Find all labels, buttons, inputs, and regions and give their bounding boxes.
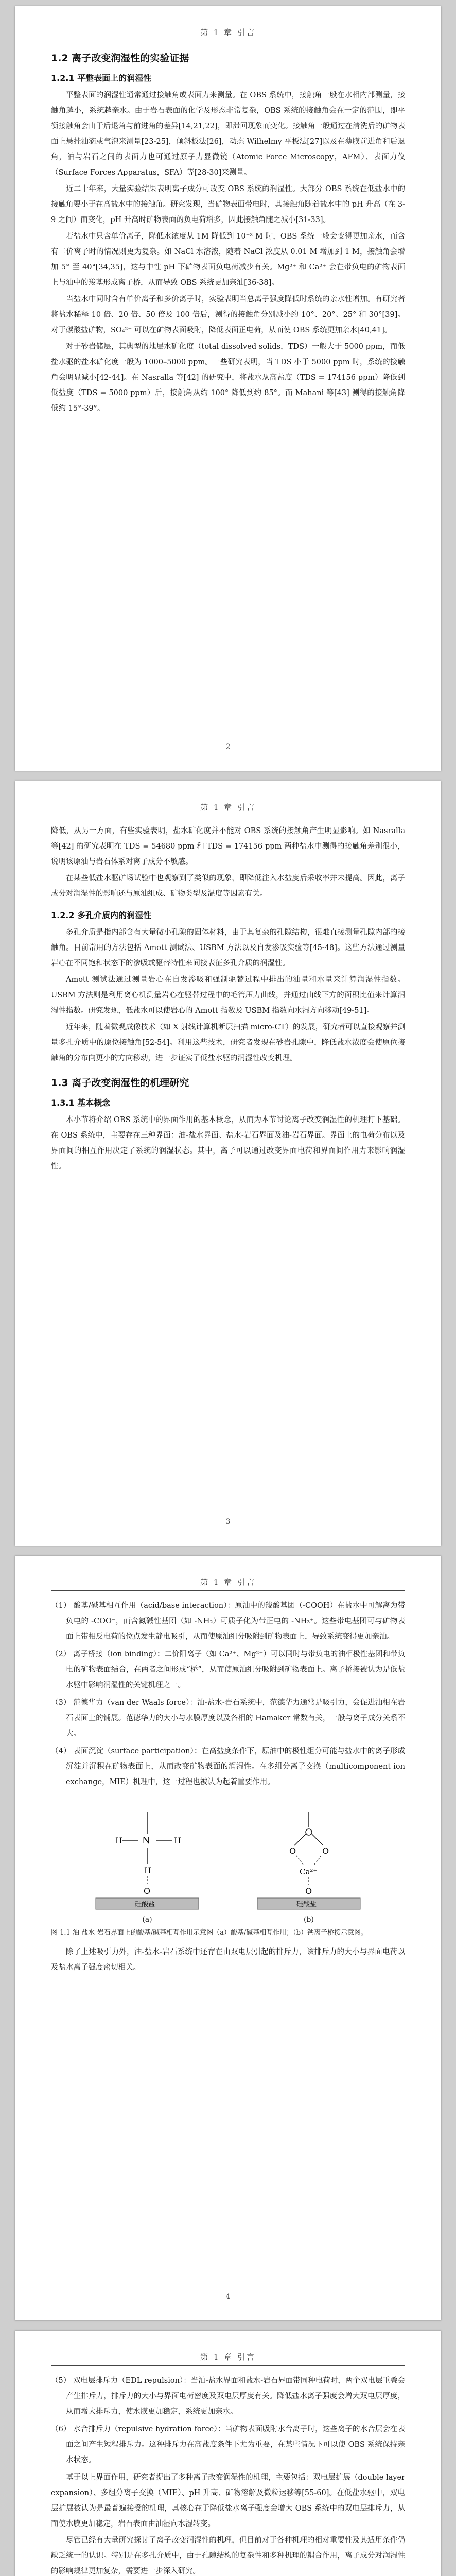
- list-item: （3） 范德华力（van der Waals force）：油-盐水-岩石系统中，范德华力通常是吸引力，会促进油相在岩石表面上的铺展。范德华力的大小与水膜厚度以及各相的 Hamaker 常数有关，一般与离子成分关系不大。: [51, 1699, 405, 1738]
- document-page: [15, 1556, 441, 2320]
- figure-label-b: (b): [304, 1916, 314, 1924]
- nitrogen-label: N: [142, 1835, 150, 1846]
- oxygen-label: O: [144, 1886, 151, 1896]
- figure: [66, 1795, 390, 1924]
- running-head: 第 1 章 引言: [51, 1577, 405, 1591]
- oxygen-label: O: [289, 1846, 296, 1856]
- paragraph: 多孔介质是指内部含有大量微小孔隙的固体材料，由于其复杂的孔隙结构，很难直接测量孔隙内部的接触角。目前常用的方法包括 Amott 测试法、USBM 方法以及自发渗吸实验等[45-48]。这些方法通过测量岩心在不同饱和状态下的渗吸或驱替特性来间接表征多孔介质的润湿性。: [51, 928, 405, 968]
- running-head: 第 1 章 引言: [51, 2351, 405, 2366]
- paragraph: 对于砂岩储层，其典型的地层水矿化度（total dissolved solids，TDS）一般大于 5000 ppm，而低盐水驱的盐水矿化度一般为 1000–5000 ppm。一些研究表明，当 TDS 小于 5000 ppm 时，系统的接触角会明显减小[42-44]。在 Nasralla 等[42] 的研究中，将盐水从高盐度（TDS = 174156 ppm）降低到低盐度（TDS = 5000 ppm）后，接触角从约 100° 降低到约 85°。而 Mahani 等[43] 测得的接触角降低约 15°-39°。: [51, 343, 405, 413]
- paragraph: 近年来，随着微观成像技术（如 X 射线计算机断层扫描 micro-CT）的发展，研究者可以直接观察并测量多孔介质中的原位接触角[52-54]。利用这些技术，研究者发现在砂岩孔隙中，降低盐水浓度会使原位接触角的分布向更小的方向移动，进一步证实了低盐水驱的润湿性改变机理。: [51, 1023, 405, 1062]
- paragraph: 尽管已经有大量研究探讨了离子改变润湿性的机理，但目前对于各种机理的相对重要性及其适用条件仍缺乏统一的认识。特别是在多孔介质中，由于孔隙结构的复杂性和多种机理的耦合作用，离子成分对润湿性的影响规律更加复杂，需要进一步深入研究。: [51, 2536, 405, 2575]
- page-number: 4: [225, 2293, 231, 2301]
- page-number: 3: [225, 1518, 231, 1526]
- list-item: （5） 双电层排斥力（EDL repulsion）：当油-盐水界面和盐水-岩石界面带同种电荷时，两个双电层重叠会产生排斥力，排斥力的大小与界面电荷密度及双电层厚度有关。降低盐水离子强度会增大双电层厚度，从而增大排斥力，使水膜更加稳定，系统更加亲水。: [51, 2377, 405, 2416]
- paragraph: 在某些低盐水驱矿场试验中也观察到了类似的现象，即降低注入水盐度后采收率并未提高。因此，离子成分对润湿性的影响还与原油组成、矿物类型及温度等因素有关。: [51, 874, 405, 898]
- section-heading: 1.2 离子改变润湿性的实验证据: [51, 53, 189, 64]
- paragraph: 当盐水中同时含有单价离子和多价离子时，实验表明当总离子强度降低时系统的亲水性增加。有研究者将盐水稀释 10 倍、20 倍、50 倍及 100 倍后，测得的接触角分别减小约 10°、20°、25° 和 30°[39]。对于碳酸盐矿物，SO₄²⁻ 可以在矿物表面吸附，降低表面正电荷，从而使 OBS 系统更加亲水[40,41]。: [51, 295, 405, 334]
- hydrogen-label: H: [144, 1866, 151, 1875]
- list-item: （2） 离子桥接（ion binding）：二价阳离子（如 Ca²⁺、Mg²⁺）可以同时与带负电的油相极性基团和带负电的矿物表面结合，在两者之间形成“桥”，从而使原油组分吸附到矿物表面上。离子桥接被认为是低盐水驱中影响润湿性的关键机理之一。: [51, 1650, 405, 1689]
- figure-panel-a: [91, 1802, 204, 1924]
- paragraph: 本小节将介绍 OBS 系统中的界面作用的基本概念，从而为本节讨论离子改变润湿性的机理打下基础。在 OBS 系统中，主要存在三种界面：油-盐水界面、盐水-岩石界面及油-岩石界面。界面上的电荷分布以及界面间的相互作用决定了系统的润湿状态。其中，离子可以通过改变界面电荷和界面间作用力来影响润湿性。: [51, 1116, 405, 1171]
- calcium-label: Ca²⁺: [300, 1867, 318, 1876]
- clay-label: 硅酸盐: [135, 1901, 155, 1908]
- hydrogen-label: H: [115, 1836, 122, 1845]
- paragraph: 平整表面的润湿性通常通过接触角或表面力来测量。在 OBS 系统中，接触角一般在水相内部测量，接触角越小，系统越亲水。由于岩石表面的化学及形态非常复杂，OBS 系统的接触角会在一定的范围，即平衡接触角会由于后退角与前进角的差异[14,21,22]，即滞回现象而变化。接触角一般通过在清洗后的矿物表面上悬挂油滴或气泡来测量[23-25]，倾斜板法[26]，动态 Wilhelmy 平板法[27]以及在薄膜前进角和后退角，油与岩石之间的表面力也可通过原子力显微镜（Atomic Force Microscopy，AFM）、表面力仪（Surface Forces Apparatus，SFA）等[28-30]来测量。: [51, 91, 405, 177]
- document-page: [15, 6, 441, 771]
- subsection-heading: 1.3.1 基本概念: [51, 1098, 111, 1108]
- clay-label: 硅酸盐: [296, 1901, 317, 1908]
- paragraph: 除了上述吸引力外，油-盐水-岩石系统中还存在由双电层引起的排斥力，该排斥力的大小与界面电荷以及盐水离子强度密切相关。: [51, 1948, 405, 1972]
- page-number: 2: [225, 743, 231, 751]
- figure-panel-b: [252, 1802, 365, 1924]
- paragraph: 基于以上界面作用，研究者提出了多种离子改变润湿性的机理，主要包括：双电层扩展（double layer expansion）、多组分离子交换（MIE）、pH 升高、矿物溶解及微粒运移等[55-60]。在低盐水驱中，双电层扩展被认为是最普遍接受的机理，其核心在于降低盐水离子强度会增大 OBS 系统中的双电层排斥力，从而使水膜更加稳定，岩石表面由油湿向水湿转变。: [51, 2473, 405, 2528]
- list-item: （1） 酸基/碱基相互作用（acid/base interaction）：原油中的羧酸基团（-COOH）在盐水中可解离为带负电的 -COO⁻，而含氮碱性基团（如 -NH₂）可质子化为带正电的 -NH₃⁺。这些带电基团可与矿物表面上带相反电荷的位点发生静电吸引，从而使原油组分吸附到矿物表面上，导致系统变得更加亲油。: [51, 1602, 405, 1641]
- subsection-heading: 1.2.1 平整表面上的润湿性: [51, 73, 152, 83]
- cation-bridge-diagram: [252, 1802, 365, 1916]
- running-head: 第 1 章 引言: [51, 27, 405, 41]
- hydrogen-label: H: [174, 1836, 181, 1845]
- paragraph: 降低，从另一方面，有些实验表明，盐水矿化度并不能对 OBS 系统的接触角产生明显影响。如 Nasralla 等[42] 的研究表明在 TDS = 54680 ppm 和 TDS = 174156 ppm 两种盐水中测得的接触角差别很小，说明该原油与岩石体系对离子成分不敏感。: [51, 827, 405, 866]
- acid-base-diagram: [91, 1802, 204, 1916]
- subsection-heading: 1.2.2 多孔介质内的润湿性: [51, 910, 152, 920]
- oxygen-label: O: [322, 1846, 329, 1856]
- section-heading: 1.3 离子改变润湿性的机理研究: [51, 1077, 189, 1089]
- paragraph: 若盐水中只含单价离子，降低水浓度从 1M 降低到 10⁻³ M 时，OBS 系统一般会变得更加亲水，而含有二价离子时的情况则更为复杂。如 NaCl 水溶液，随着 NaCl 浓度从 0.01 M 增加到 1 M，接触角会增加 5° 至 40°[34,35]，这与中性 pH 下矿物表面负电荷减少有关。Mg²⁺ 和 Ca²⁺ 会在带负电的矿物表面上与油中的羧基形成离子桥，从而导致 OBS 系统更加亲油[36-38]。: [51, 232, 405, 287]
- document-page: [15, 2331, 441, 2576]
- oxygen-label: O: [305, 1886, 312, 1896]
- paragraph: Amott 测试法通过测量岩心在自发渗吸和强制驱替过程中排出的油量和水量来计算润湿性指数。USBM 方法则是利用离心机测量岩心在驱替过程中的毛管压力曲线，并通过曲线下方的面积比值来计算润湿性指数。研究发现，低盐水可以使岩心的 Amott 指数及 USBM 指数向水湿方向移动[49-51]。: [51, 976, 405, 1015]
- running-head: 第 1 章 引言: [51, 802, 405, 816]
- figure-caption: 图 1.1 油-盐水-岩石界面上的酸基/碱基相互作用示意图（a）酸基/碱基相互作用；（b）钙离子桥接示意图。: [51, 1929, 368, 1937]
- list-item: （6） 水合排斥力（repulsive hydration force）：当矿物表面吸附水合离子时，这些离子的水合层会在表面之间产生短程排斥力。这种排斥力在高盐度条件下尤为重要，在某些情况下可以使 OBS 系统保持亲水状态。: [51, 2425, 405, 2464]
- list-item: （4） 表面沉淀（surface participation）：在高盐度条件下，原油中的极性组分可能与盐水中的离子形成沉淀并沉积在矿物表面上，从而改变矿物表面的润湿性。在多组分离子交换（multicomponent ion exchange，MIE）机理中，这一过程也被认为起着重要作用。: [51, 1747, 405, 1786]
- paragraph: 近二十年来，大量实验结果表明离子成分可改变 OBS 系统的润湿性。大部分 OBS 系统在低盐水中的接触角要小于在高盐水中的接触角。研究发现，当矿物表面带电时，其接触角随着盐水中的 pH 升高（在 3-9 之间）而变化，pH 升高时矿物表面的负电荷增多，因此接触角随之减小[31-33]。: [51, 185, 405, 224]
- document-page: [15, 781, 441, 1546]
- figure-label-a: (a): [142, 1916, 152, 1924]
